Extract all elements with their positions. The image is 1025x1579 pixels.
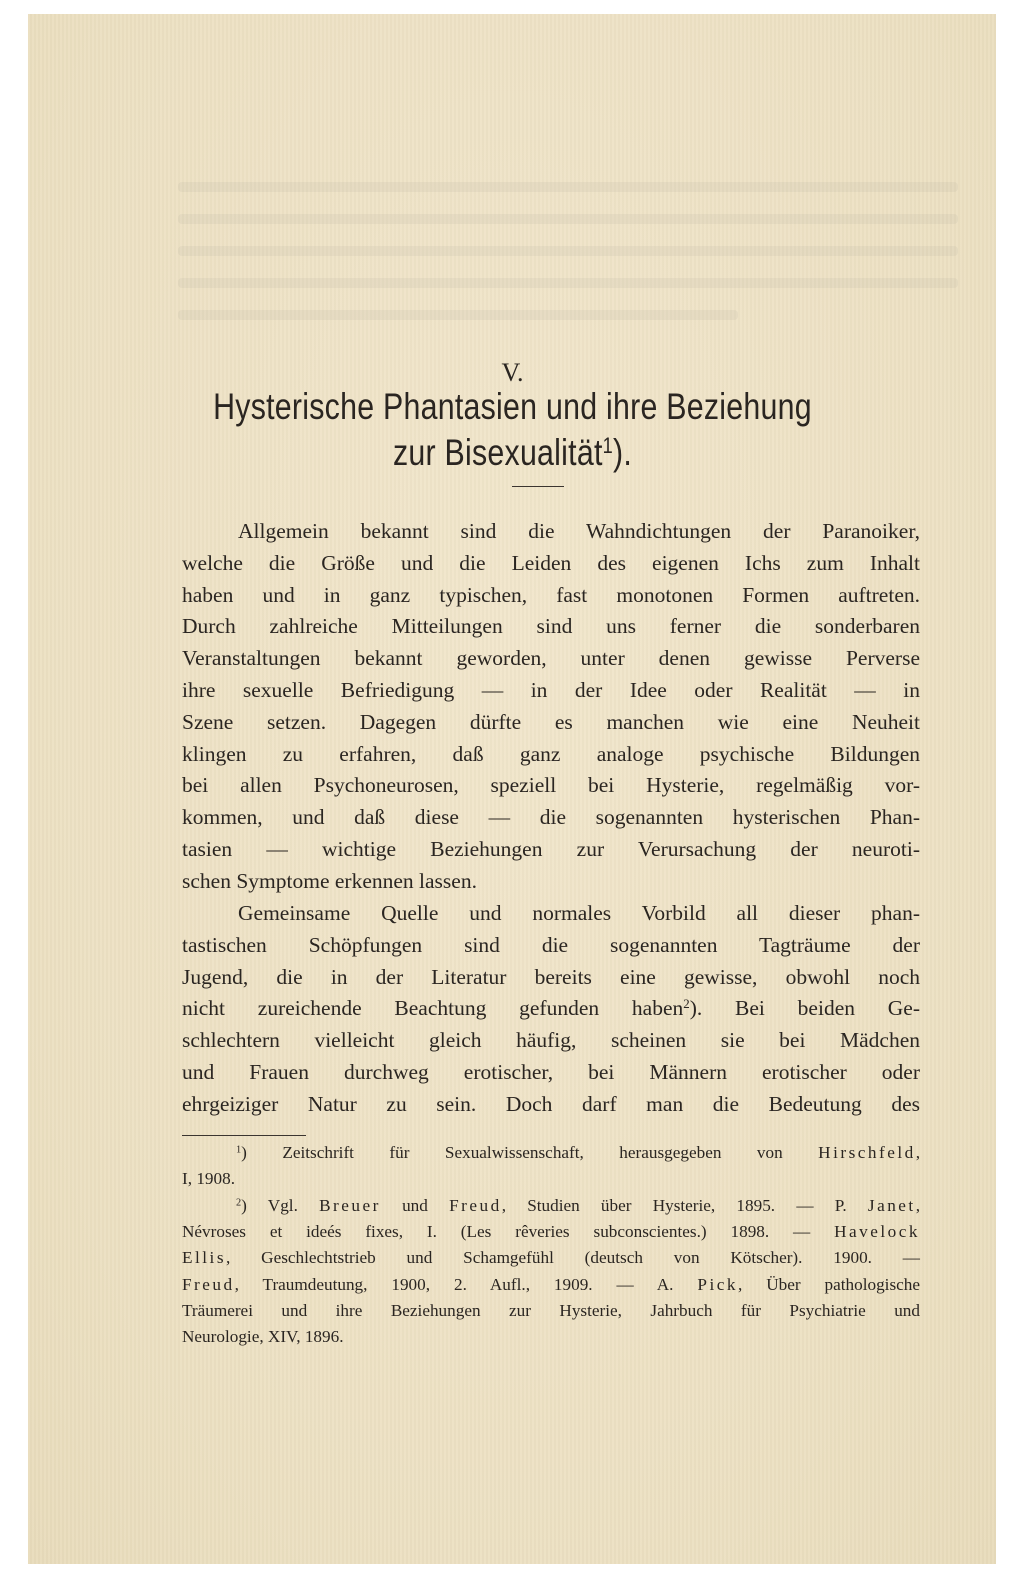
text-line: bei allen Psychoneurosen, speziell bei Hysterie, regelmäßig vor-: [182, 773, 920, 798]
text-line: [182, 993, 920, 1025]
title-end: .: [623, 432, 633, 473]
text-segment: und: [380, 1196, 450, 1215]
title-close: ): [613, 432, 624, 473]
bleed-through-decoration: [178, 310, 738, 320]
text-line: Gemeinsame Quelle und normales Vorbild all dieser phan-: [238, 901, 920, 925]
bleed-through-decoration: [178, 214, 958, 224]
author-name: Ellis: [182, 1248, 227, 1268]
text-segment: ,: [915, 1143, 920, 1162]
footnote-line: [182, 1272, 920, 1298]
text-line: Jugend, die in der Literatur bereits eine gewisse, obwohl noch: [182, 964, 920, 989]
text-segment: , Geschlechtstrieb und Schamgefühl (deutsch von Kötscher). 1900. —: [226, 1248, 920, 1268]
text-segment: Névroses et ideés fixes, I. (Les rêveries subconscientes.) 1898. —: [182, 1222, 835, 1242]
paragraph-2: [182, 898, 920, 1121]
text-segment: , Über pathologische: [737, 1274, 920, 1294]
footnote-line: [182, 1245, 920, 1271]
text-line: schen Symptome erkennen lassen.: [182, 868, 477, 893]
text-segment: nicht zureichende Beachtung gefunden haben: [182, 996, 684, 1021]
author-name: Freud: [182, 1274, 235, 1294]
author-name: Janet: [867, 1196, 916, 1215]
text-line: kommen, und daß diese — die sogenannten hysterischen Phan-: [182, 805, 920, 830]
footnote-separator: [182, 1135, 306, 1136]
footnote-line: [182, 1219, 920, 1245]
title-text: zur Bisexualität: [392, 432, 603, 473]
text-segment: , Traumdeutung, 1900, 2. Aufl., 1909. — A.: [234, 1274, 698, 1294]
text-line: tasien — wichtige Beziehungen zur Verursachung der neuroti-: [182, 836, 920, 861]
author-name: Freud: [449, 1196, 502, 1215]
text-line: Allgemein bekannt sind die Wahndichtungen der Paranoiker,: [238, 519, 920, 543]
footnote-line: [182, 1193, 920, 1219]
footnote-line: Träumerei und ihre Beziehungen zur Hysterie, Jahrbuch für Psychiatrie und: [182, 1300, 920, 1320]
text-segment: ). Bei beiden Ge-: [689, 996, 921, 1021]
text-line: und Frauen durchweg erotischer, bei Männern erotischer oder: [182, 1059, 920, 1084]
paragraph-1: [182, 516, 920, 898]
bleed-through-decoration: [178, 182, 958, 192]
text-segment: ) Vgl.: [241, 1196, 320, 1215]
footnote-ref-2[interactable]: 2: [683, 997, 690, 1012]
footnote-ref-1[interactable]: 1: [602, 432, 614, 458]
text-segment: ,: [915, 1196, 921, 1215]
author-name: Hirschfeld: [818, 1143, 916, 1162]
footnote-2: [182, 1193, 920, 1350]
footnote-mark: 1: [236, 1144, 242, 1156]
author-name: Havelock: [834, 1222, 920, 1242]
text-line: Szene setzen. Dagegen dürfte es manchen wie eine Neuheit: [182, 709, 920, 734]
text-line: haben und in ganz typischen, fast monotonen Formen auftreten.: [182, 582, 920, 607]
footnote-line: Neurologie, XIV, 1896.: [182, 1326, 344, 1346]
chapter-numeral: V.: [501, 358, 524, 387]
text-line: Veranstaltungen bekannt geworden, unter denen gewisse Perverse: [182, 646, 920, 671]
text-line: Durch zahlreiche Mitteilungen sind uns ferner die sonderbaren: [182, 614, 920, 639]
chapter-title-line-2: [92, 432, 933, 474]
footnote-line: I, 1908.: [182, 1169, 235, 1189]
author-name: Pick: [697, 1274, 738, 1294]
bleed-through-decoration: [178, 278, 958, 288]
text-line: welche die Größe und die Leiden des eigenen Ichs zum Inhalt: [182, 550, 920, 575]
author-name: Breuer: [319, 1196, 381, 1215]
text-segment: ) Zeitschrift für Sexualwissenschaft, herausgegeben von: [241, 1143, 819, 1162]
chapter-title-line-1: Hysterische Phantasien und ihre Beziehung: [213, 386, 812, 427]
bleed-through-decoration: [178, 246, 958, 256]
text-line: tastischen Schöpfungen sind die sogenannten Tagträume der: [182, 932, 920, 957]
footnote-1: [182, 1140, 920, 1192]
text-line: ihre sexuelle Befriedigung — in der Idee oder Realität — in: [182, 677, 920, 702]
text-line: schlechtern vielleicht gleich häufig, scheinen sie bei Mädchen: [182, 1028, 920, 1053]
footnote-mark: 2: [236, 1197, 242, 1209]
text-line: klingen zu erfahren, daß ganz analoge psychische Bildungen: [182, 741, 920, 766]
title-divider: [512, 486, 564, 487]
text-segment: , Studien über Hysterie, 1895. — P.: [501, 1196, 868, 1215]
text-line: ehrgeiziger Natur zu sein. Doch darf man die Bedeutung des: [182, 1091, 920, 1116]
footnote-line: [182, 1140, 920, 1166]
